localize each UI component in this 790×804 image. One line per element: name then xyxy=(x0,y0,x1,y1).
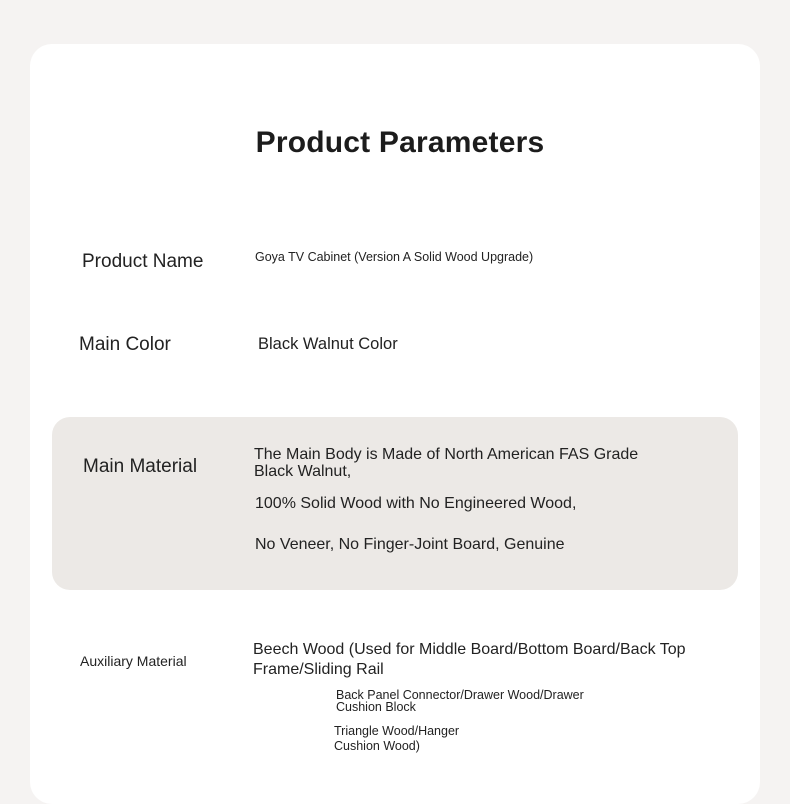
main-material-line-3: No Veneer, No Finger-Joint Board, Genuine xyxy=(255,536,565,553)
product-name-value: Goya TV Cabinet (Version A Solid Wood Upgrade) xyxy=(255,250,534,264)
main-material-row xyxy=(52,417,738,590)
auxiliary-material-line-3: Triangle Wood/Hanger Cushion Wood) xyxy=(334,724,460,753)
main-material-line-1: The Main Body is Made of North American FAS Grade Black Walnut, xyxy=(254,446,639,480)
main-color-label: Main Color xyxy=(79,334,171,355)
product-name-label: Product Name xyxy=(82,251,204,272)
auxiliary-material-label: Auxiliary Material xyxy=(80,653,187,669)
main-material-line-2: 100% Solid Wood with No Engineered Wood, xyxy=(255,495,577,512)
product-parameters-card xyxy=(30,44,760,804)
main-material-label: Main Material xyxy=(83,456,198,477)
page-title: Product Parameters xyxy=(255,126,545,159)
auxiliary-material-line-2: Back Panel Connector/Drawer Wood/Drawer Cushion Block xyxy=(336,688,584,714)
auxiliary-material-line-1: Beech Wood (Used for Middle Board/Bottom Board/Back Top Frame/Sliding Rail xyxy=(253,641,686,678)
main-color-value: Black Walnut Color xyxy=(258,335,398,353)
